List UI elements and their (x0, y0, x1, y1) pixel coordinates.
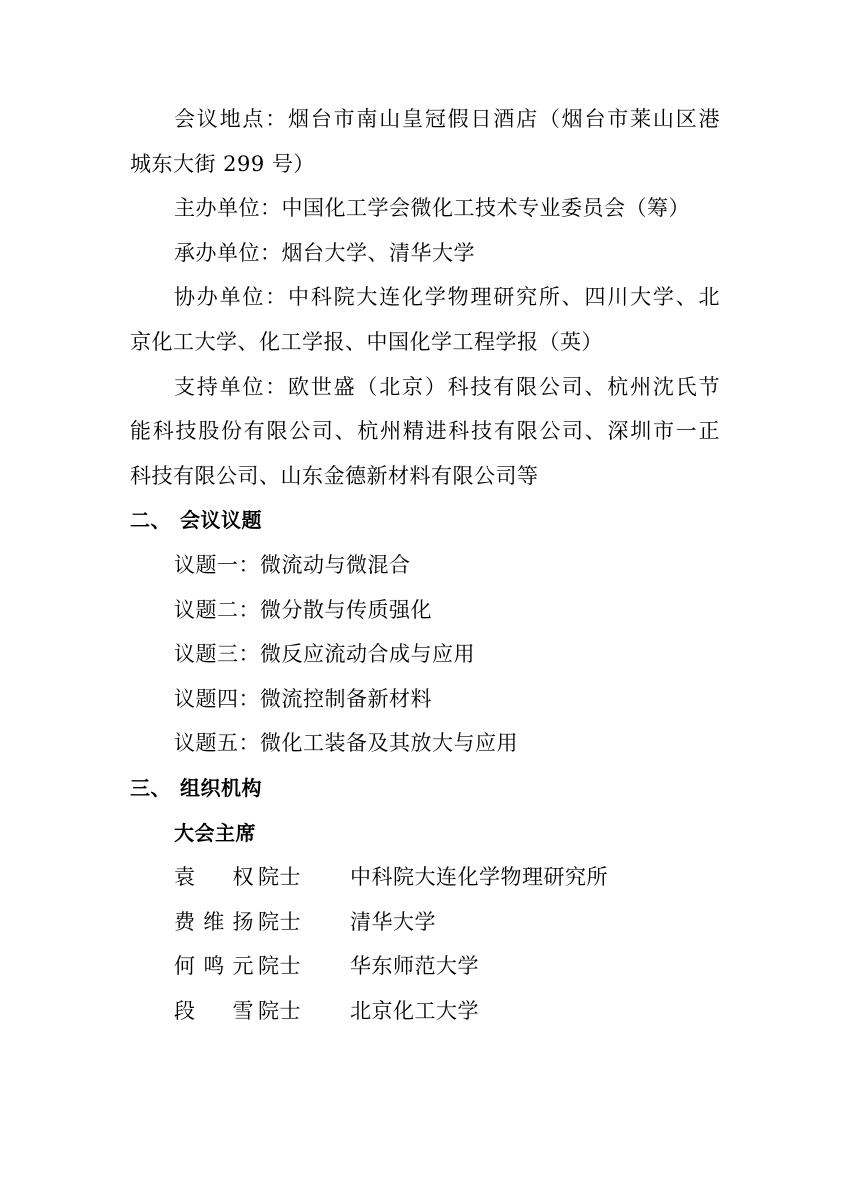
section-heading-organization (130, 766, 720, 811)
chair-name: 何鸣元 (174, 954, 254, 979)
section-title: 组织机构 (180, 775, 262, 800)
chair-org: 清华大学 (350, 909, 436, 934)
section-title: 会议议题 (180, 508, 262, 533)
chair-row (130, 944, 720, 989)
organizer-line: 承办单位：烟台大学、清华大学 (174, 240, 475, 265)
venue-line-1: 会议地点：烟台市南山皇冠假日酒店（烟台市莱山区港 (174, 107, 720, 131)
supporter-line-2: 能科技股份有限公司、杭州精进科技有限公司、深圳市一正 (130, 419, 720, 444)
chair-name: 段雪 (174, 998, 254, 1023)
topic-item: 议题一：微流动与微混合 (174, 552, 411, 577)
topic-item: 议题二：微分散与传质强化 (174, 597, 432, 622)
chair-row (130, 989, 720, 1034)
chair-name: 费维扬 (174, 909, 254, 934)
topic-item: 议题五：微化工装备及其放大与应用 (174, 731, 518, 756)
supporter-line-3: 科技有限公司、山东金德新材料有限公司等 (130, 463, 539, 488)
chair-title: 院士 (258, 865, 301, 890)
topic-item: 议题三：微反应流动合成与应用 (174, 642, 475, 667)
chair-org: 中科院大连化学物理研究所 (350, 865, 608, 890)
document-page (130, 97, 720, 1033)
chair-name: 袁权 (174, 865, 254, 890)
section-number: 三、 (130, 775, 171, 800)
chair-org: 华东师范大学 (350, 954, 479, 979)
co-organizer-line-1: 协办单位：中科院大连化学物理研究所、四川大学、北 (174, 285, 720, 310)
host-line: 主办单位：中国化工学会微化工技术专业委员会（筹） (174, 196, 690, 221)
venue-line-2: 城东大街 299 号） (130, 151, 315, 176)
chair-row (130, 855, 720, 900)
supporter-line-1: 支持单位：欧世盛（北京）科技有限公司、杭州沈氏节 (174, 374, 720, 399)
chair-title: 院士 (258, 909, 301, 934)
chair-title: 院士 (258, 954, 301, 979)
topic-item: 议题四：微流控制备新材料 (174, 686, 432, 711)
chair-row (130, 900, 720, 945)
chair-org: 北京化工大学 (350, 998, 479, 1023)
chair-title: 院士 (258, 998, 301, 1023)
section-heading-topics (130, 498, 720, 543)
subsection-title: 大会主席 (174, 820, 256, 845)
section-number: 二、 (130, 508, 171, 533)
co-organizer-line-2: 京化工大学、化工学报、中国化学工程学报（英） (130, 329, 603, 354)
